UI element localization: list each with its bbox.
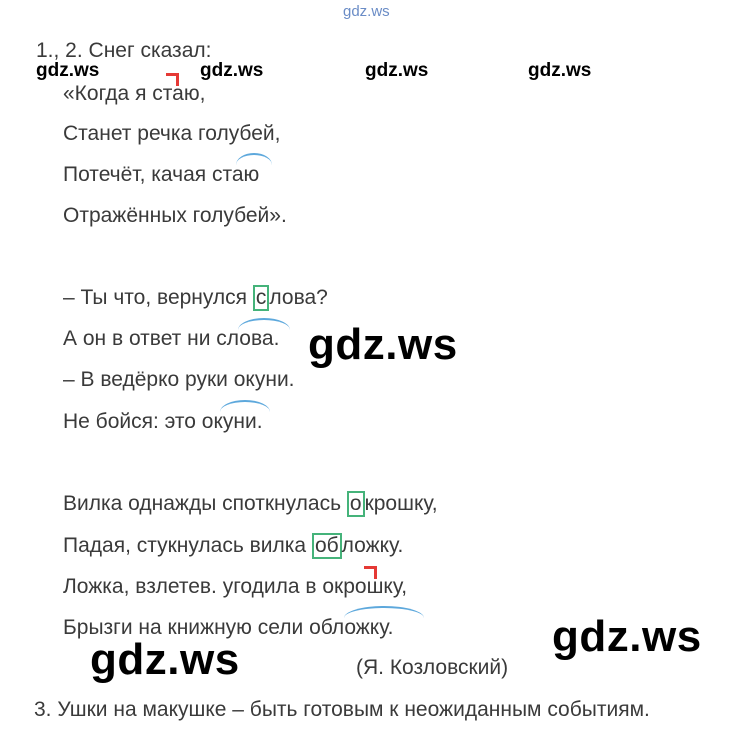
watermark-big-center: gdz.ws (308, 320, 458, 369)
poem1-line-2: Станет речка голубей, (63, 122, 281, 145)
watermark-row-2: gdz.ws (200, 60, 264, 81)
watermark-row-4: gdz.ws (528, 60, 592, 81)
task3-text: 3. Ушки на макушке – быть готовым к неожиданным событиям. (34, 698, 650, 721)
poem3-line-1: Вилка однажды споткнулась о крошку, (63, 492, 438, 515)
poem2-line-4: Не бойся: это окуни. (63, 410, 263, 433)
preposition-box: о (347, 491, 365, 517)
poem3-line-2: Падая, стукнулась вилка об ложку. (63, 534, 404, 557)
poem1-line-1: «Когда я стаю, (63, 82, 206, 105)
poem3-line-3: Ложка, взлетев. угодила в окрошку, (63, 575, 408, 598)
poem-author: (Я. Козловский) (356, 656, 509, 679)
watermark-big-right: gdz.ws (552, 612, 702, 661)
watermark-row-3: gdz.ws (365, 60, 429, 81)
poem1-line-4: Отражённых голубей». (63, 204, 287, 227)
poem3-line-4: Брызги на книжную сели обложку. (63, 616, 394, 639)
watermark-top: gdz.ws (343, 3, 390, 20)
poem2-line-1: – Ты что, вернулся с лова? (63, 286, 328, 309)
preposition-box: с (253, 285, 270, 311)
watermark-big-left: gdz.ws (90, 635, 240, 684)
preposition-box: об (312, 533, 342, 559)
task-header: 1., 2. Снег сказал: (36, 39, 212, 62)
poem1-line-3: Потечёт, качая стаю (63, 163, 260, 186)
poem2-line-2: А он в ответ ни слова. (63, 327, 280, 350)
poem2-line-3: – В ведёрко руки окуни. (63, 368, 295, 391)
watermark-row-1: gdz.ws (36, 60, 100, 81)
